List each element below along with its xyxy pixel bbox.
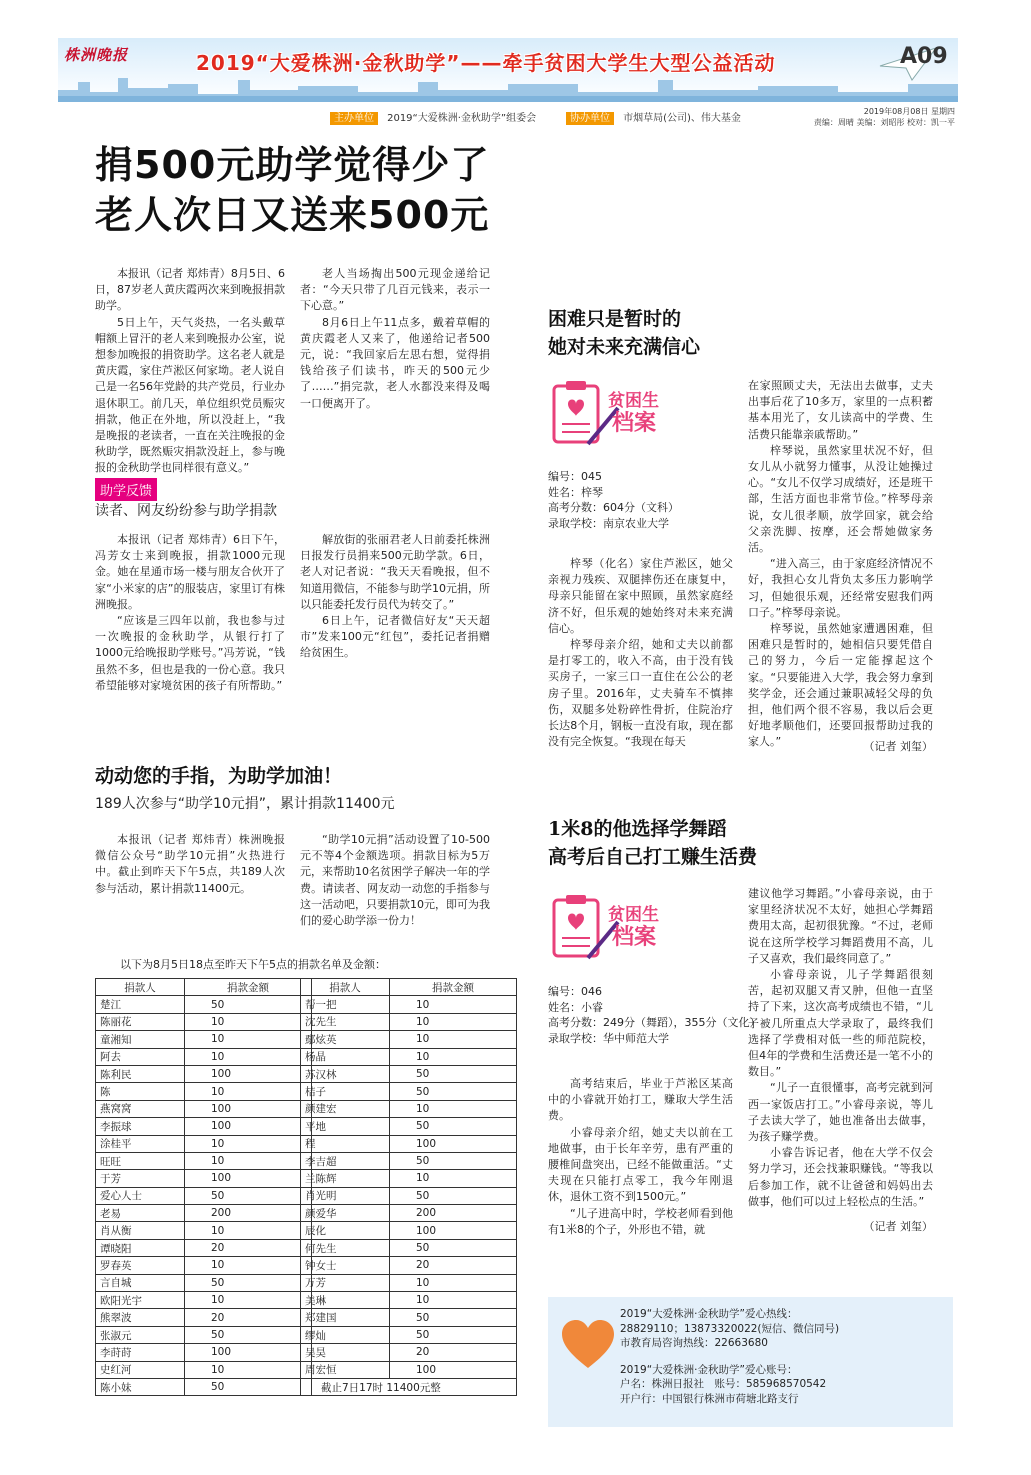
account-title: 2019“大爱株洲·金秋助学”爱心账号： xyxy=(620,1363,798,1376)
newspaper-logo: 株洲晚报 xyxy=(64,46,129,64)
donation-amount-cell: 50 xyxy=(390,1083,517,1100)
table-row xyxy=(96,1344,312,1361)
donation-amount-cell: 10 xyxy=(390,1100,517,1117)
feedback-col1 xyxy=(95,532,285,692)
donation-amount-cell: 100 xyxy=(185,1170,312,1187)
donor-name-cell: 何先生 xyxy=(301,1239,390,1256)
donation-amount-cell: 50 xyxy=(390,1152,517,1169)
donor-name-cell: 阿去 xyxy=(96,1048,185,1065)
donation-amount-cell: 50 xyxy=(390,1187,517,1204)
story2-title-line-2: 高考后自己打工赚生活费 xyxy=(548,846,758,868)
donation-amount-cell: 50 xyxy=(185,1274,312,1291)
story1-profile xyxy=(548,469,679,531)
account-bank: 开户行：中国银行株洲市荷塘北路支行 xyxy=(620,1392,799,1405)
heart-icon xyxy=(560,1318,616,1370)
donation-amount-cell: 10 xyxy=(390,1013,517,1030)
donor-name-cell: 兰陈辉 xyxy=(301,1170,390,1187)
table-row xyxy=(301,1257,517,1274)
donor-name-cell: 旺旺 xyxy=(96,1152,185,1169)
table-row xyxy=(301,1222,517,1239)
donor-name-cell: 燕窝窝 xyxy=(96,1100,185,1117)
table-row xyxy=(301,1065,517,1082)
story1-paragraph: 梓琴说，虽然她家遭遇困难，但困难只是暂时的，她相信只要凭借自己的努力，今后一定能撑起这个家。“只要能进入大学，我会努力拿到奖学金，还会通过兼职减轻父母的负担，他们两个很不容易，我以后会更好地孝顺他们，还要回报帮助过我的家人。” xyxy=(748,622,933,749)
host-label: 主办单位 xyxy=(330,112,378,125)
donation-amount-cell: 100 xyxy=(390,1135,517,1152)
donation-amount-cell: 20 xyxy=(185,1239,312,1256)
donation-amount-cell: 10 xyxy=(390,996,517,1013)
donor-name-cell: 辰化 xyxy=(301,1222,390,1239)
donor-name-cell: 沈先生 xyxy=(301,1013,390,1030)
story2-paragraph: 建议他学习舞蹈。”小睿母亲说，由于家里经济状况不太好，她担心学舞蹈费用太高，起初很犹豫。“不过，老师说在这所学校学习舞蹈费用不高，儿子又喜欢，我们最终同意了。” xyxy=(748,887,933,965)
table-row xyxy=(301,1100,517,1117)
donor-name-cell: 鄢炫英 xyxy=(301,1031,390,1048)
donation-amount-cell: 50 xyxy=(185,1187,312,1204)
table-row xyxy=(96,1152,312,1169)
article1-paragraph: 老人当场掏出500元现金递给记者：“今天只带了几百元钱来，表示一下心意。” xyxy=(300,267,490,313)
donation-amount-cell: 50 xyxy=(185,1378,312,1395)
story1-col1 xyxy=(548,556,733,749)
story2-col1 xyxy=(548,1076,733,1256)
donation-amount-cell: 100 xyxy=(390,1361,517,1378)
story1-title-line-1: 困难只是暂时的 xyxy=(548,308,682,330)
story1-title xyxy=(548,305,700,361)
feedback-paragraph: “应该是三四年以前，我也参与过一次晚报的金秋助学，从银行打了1000元给晚报助学账号。”冯芳说，“钱虽然不多，但也是我的一份心意。我只希望能够对家境贫困的孩子有所帮助。” xyxy=(95,614,285,692)
story2-paragraph: “儿子进高中时，学校老师看到他有1米8的个子，外形也不错，就 xyxy=(548,1206,733,1236)
banner-title: 2019“大爱株洲·金秋助学”——牵手贫困大学生大型公益活动 xyxy=(196,51,776,75)
table-row xyxy=(96,1205,312,1222)
donor-name-cell: 平地 xyxy=(301,1118,390,1135)
table-row xyxy=(96,1100,312,1117)
story1-signature: （记者 刘玺） xyxy=(863,740,933,753)
feedback-subtitle: 读者、网友纷纷参与助学捐款 xyxy=(95,503,277,519)
story1-paragraph: 梓琴说，虽然家里状况不好，但女儿从小就努力懂事，从没让她操过心。“女儿不仅学习成绩好，还是班干部，生活方面也非常节俭。”梓琴母亲说，女儿很孝顺，放学回家，就会给父亲洗脚、按摩，还会帮她做家务活。 xyxy=(748,443,933,555)
donor-name-cell: 涂桂平 xyxy=(96,1135,185,1152)
story1-paragraph: 梓琴（化名）家住芦淞区，她父亲视力残疾、双腿摔伤还在康复中，母亲只能留在家中照顾，虽然家庭经济不好，但乐观的她始终对未来充满信心。 xyxy=(548,557,733,635)
table-row xyxy=(301,1048,517,1065)
feedback-paragraph: 解放街的张丽君老人日前委托株洲日报发行员捐来500元助学款。6日，老人对记者说：“我天天看晚报，但不知道用微信，不能参与助学10元捐，所以只能委托发行员代为转交了。” xyxy=(300,533,490,611)
story1-paragraph: 梓琴母亲介绍，她和丈夫以前都是打零工的，收入不高，由于没有钱买房子，一家三口一直住在公公的老房子里。2016年，丈夫骑车不慎摔伤，双腿多处粉碎性骨折，住院治疗长达8个月，钢板一直没有取，现在都没有完全恢复。“我现在每天 xyxy=(548,638,733,749)
host-line xyxy=(330,106,536,125)
hotline-text xyxy=(620,1307,839,1406)
donor-name-cell: 肖光明 xyxy=(301,1187,390,1204)
donation-amount-cell: 10 xyxy=(185,1152,312,1169)
story2-paragraph: 高考结束后，毕业于芦淞区某高中的小睿就开始打工，赚取大学生活费。 xyxy=(548,1077,733,1123)
profile-number: 编号：045 xyxy=(548,470,602,483)
donation-amount-cell: 10 xyxy=(185,1135,312,1152)
editor-credits: 责编：周晴 美编：刘昭彤 校对：凯一平 xyxy=(813,118,955,127)
donor-name-cell: 李振球 xyxy=(96,1118,185,1135)
table-row xyxy=(96,1378,312,1395)
table-header-row xyxy=(96,979,312,996)
donor-name-cell: 钟女士 xyxy=(301,1257,390,1274)
main-headline xyxy=(95,140,489,240)
donation-amount-cell: 10 xyxy=(390,1292,517,1309)
donation-amount-cell: 10 xyxy=(185,1222,312,1239)
table-row xyxy=(301,1135,517,1152)
profile-score: 高考分数：604分（文科） xyxy=(548,501,679,514)
table-row xyxy=(96,1135,312,1152)
account-name-number: 户名：株洲日报社 账号：585968570542 xyxy=(620,1378,827,1390)
table-row xyxy=(96,1361,312,1378)
profile-number: 编号：046 xyxy=(548,985,602,998)
donor-name-cell: 童湘知 xyxy=(96,1031,185,1048)
donor-name-cell: 陈丽花 xyxy=(96,1013,185,1030)
table-row xyxy=(301,1170,517,1187)
donor-name-cell: 李莳莳 xyxy=(96,1344,185,1361)
donor-list-caption: 以下为8月5日18点至昨天下午5点的捐款名单及金额： xyxy=(120,958,386,971)
table-row xyxy=(96,996,312,1013)
donation-amount-cell: 10 xyxy=(185,1361,312,1378)
donor-name-cell: 欧阳光宇 xyxy=(96,1292,185,1309)
donation-amount-cell: 10 xyxy=(390,1274,517,1291)
donation-amount-cell: 100 xyxy=(185,1344,312,1361)
table-row xyxy=(301,1309,517,1326)
donor-name-cell: 老易 xyxy=(96,1205,185,1222)
donation-amount-cell: 100 xyxy=(185,1065,312,1082)
story2-profile xyxy=(548,984,761,1046)
profile-school: 录取学校：南京农业大学 xyxy=(548,516,669,530)
profile-school: 录取学校：华中师范大学 xyxy=(548,1031,669,1045)
table-row xyxy=(96,1031,312,1048)
table-row xyxy=(301,1031,517,1048)
table-row xyxy=(96,1326,312,1343)
donate-paragraph: 本报讯（记者 郑炜青）株洲晚报微信公众号“助学10元捐”火热进行中。截止到昨天下午5点，共189人次参与活动，累计捐款11400元。 xyxy=(95,833,285,895)
table-row xyxy=(96,1083,312,1100)
donation-amount-cell: 10 xyxy=(185,1083,312,1100)
story2-title xyxy=(548,815,757,871)
donor-name-cell: 肖从衡 xyxy=(96,1222,185,1239)
donation-amount-cell: 50 xyxy=(390,1065,517,1082)
table-row xyxy=(301,1152,517,1169)
donate-title: 动动您的手指，为助学加油！ xyxy=(95,765,343,787)
table-row xyxy=(96,1239,312,1256)
table-row xyxy=(96,1222,312,1239)
table-row xyxy=(96,1257,312,1274)
table-row xyxy=(301,1083,517,1100)
skyline-graphic xyxy=(58,72,958,102)
table-header-cell: 捐款人 xyxy=(96,979,185,996)
donor-name-cell: 吴昊 xyxy=(301,1344,390,1361)
article1-paragraph: 本报讯（记者 郑炜青）8月5日、6日，87岁老人黄庆霞两次来到晚报捐款助学。 xyxy=(95,267,285,313)
donation-amount-cell: 100 xyxy=(185,1118,312,1135)
education-hotline: 市教育局咨询热线：22663680 xyxy=(620,1337,768,1349)
donation-amount-cell: 100 xyxy=(185,1100,312,1117)
donate-col1 xyxy=(95,832,285,932)
host-value: 2019“大爱株洲·金秋助学”组委会 xyxy=(387,113,537,124)
donor-name-cell: 美琳 xyxy=(301,1292,390,1309)
donation-amount-cell: 50 xyxy=(390,1309,517,1326)
table-row xyxy=(301,996,517,1013)
donor-name-cell: 言自城 xyxy=(96,1274,185,1291)
table-row xyxy=(301,1239,517,1256)
table-row xyxy=(96,1292,312,1309)
feedback-col2 xyxy=(300,532,490,692)
headline-line-1: 捐500元助学觉得少了 xyxy=(95,143,490,187)
donor-name-cell: 陈小妹 xyxy=(96,1378,185,1395)
donation-amount-cell: 50 xyxy=(185,1326,312,1343)
donation-amount-cell: 10 xyxy=(390,1170,517,1187)
table-header-row xyxy=(301,979,517,996)
co-label: 协办单位 xyxy=(566,112,614,125)
donation-amount-cell: 200 xyxy=(185,1205,312,1222)
donor-name-cell: 帮一把 xyxy=(301,996,390,1013)
donation-amount-cell: 50 xyxy=(390,1118,517,1135)
donation-amount-cell: 100 xyxy=(390,1222,517,1239)
story2-paragraph: 小睿母亲说，儿子学舞蹈很刻苦，起初双腿又青又肿，但他一直坚持了下来，这次高考成绩也不错，“儿子被几所重点大学录取了，最终我们选择了学费相对低一些的师范院校，但4年的学费和生活费还是一笔不小的数目。” xyxy=(748,968,933,1079)
donate-subtitle: 189人次参与“助学10元捐”，累计捐款11400元 xyxy=(95,796,395,812)
table-row xyxy=(96,1309,312,1326)
table-row xyxy=(301,1013,517,1030)
donor-name-cell: 万芳 xyxy=(301,1274,390,1291)
story2-col2 xyxy=(748,886,933,1216)
profile-score: 高考分数：249分（舞蹈），355分（文化） xyxy=(548,1016,761,1029)
donor-name-cell: 颜爱华 xyxy=(301,1205,390,1222)
donation-amount-cell: 10 xyxy=(185,1292,312,1309)
badge-label-bottom: 档案 xyxy=(612,411,657,436)
story2-paragraph: 小睿母亲介绍，她丈夫以前在工地做事，由于长年辛劳，患有严重的腰椎间盘突出，已经不能做重活。“丈夫现在只能打点零工，我今年刚退休，退休工资不到1500元。” xyxy=(548,1125,733,1204)
donation-amount-cell: 200 xyxy=(390,1205,517,1222)
table-header-cell: 捐款金额 xyxy=(390,979,517,996)
badge-label-top: 贫困生 xyxy=(608,905,659,925)
table-header-cell: 捐款人 xyxy=(301,979,390,996)
donation-amount-cell: 10 xyxy=(185,1257,312,1274)
donation-amount-cell: 10 xyxy=(185,1031,312,1048)
donor-name-cell: 陈利民 xyxy=(96,1065,185,1082)
badge-label-top: 贫困生 xyxy=(608,391,659,411)
table-total-cell: 截止7日17时 11400元整 xyxy=(301,1378,517,1395)
donation-amount-cell: 20 xyxy=(390,1257,517,1274)
story2-title-line-1: 1米8的他选择学舞蹈 xyxy=(548,818,727,840)
donor-name-cell: 张淑元 xyxy=(96,1326,185,1343)
donation-amount-cell: 10 xyxy=(390,1031,517,1048)
donation-amount-cell: 50 xyxy=(185,996,312,1013)
article1-col1 xyxy=(95,266,285,475)
story2-paragraph: “儿子一直很懂事，高考完就到河西一家饭店打工。”小睿母亲说，等儿子去读大学了，她也准备出去做事，为孩子赚学费。 xyxy=(748,1081,933,1144)
profile-name: 姓名：梓琴 xyxy=(548,485,603,499)
donation-amount-cell: 10 xyxy=(185,1013,312,1030)
donation-amount-cell: 20 xyxy=(185,1309,312,1326)
donor-name-cell: 颜建宏 xyxy=(301,1100,390,1117)
feedback-badge: 助学反馈 xyxy=(95,478,157,501)
table-row xyxy=(301,1344,517,1361)
donor-name-cell: 程 xyxy=(301,1135,390,1152)
donor-name-cell: 李吉超 xyxy=(301,1152,390,1169)
donor-name-cell: 于芳 xyxy=(96,1170,185,1187)
table-row xyxy=(301,1292,517,1309)
donor-name-cell: 周宏恒 xyxy=(301,1361,390,1378)
badge-label-bottom: 档案 xyxy=(612,925,657,950)
story2-signature: （记者 刘玺） xyxy=(863,1220,933,1233)
table-row xyxy=(301,1326,517,1343)
donation-amount-cell: 20 xyxy=(390,1344,517,1361)
story1-title-line-2: 她对未来充满信心 xyxy=(548,336,701,358)
donation-amount-cell: 50 xyxy=(390,1239,517,1256)
story2-paragraph: 小睿告诉记者，他在大学不仅会努力学习，还会找兼职赚钱。“等我以后参加工作，就不让爸爸和妈妈出去做事，他们可以过上轻松点的生活。” xyxy=(748,1146,933,1208)
feedback-paragraph: 6日上午，记者微信好友“天天超市”发来100元“红包”，委托记者捐赠给贫困生。 xyxy=(300,614,490,660)
hotline-numbers: 28829110；13873320022(短信、微信同号) xyxy=(620,1322,840,1335)
donor-name-cell: 桔子 xyxy=(301,1083,390,1100)
hotline-title: 2019“大爱株洲·金秋助学”爱心热线： xyxy=(620,1308,798,1320)
article1-paragraph: 8月6日上午11点多，戴着草帽的黄庆霞老人又来了，他递给记者500元，说：“我回家后左思右想，觉得捐钱给孩子们读书，昨天的500元少了……”捐完款，老人水都没来得及喝一口便离开了。 xyxy=(300,315,490,410)
donor-table-right xyxy=(300,978,517,1396)
table-row xyxy=(96,1013,312,1030)
donation-amount-cell: 50 xyxy=(390,1326,517,1343)
donor-name-cell: 楚江 xyxy=(96,996,185,1013)
donor-table-left xyxy=(95,978,312,1396)
story1-paragraph: “进入高三，由于家庭经济情况不好，我担心女儿背负太多压力影响学习，但她很乐观，还经常安慰我们两口子。”梓琴母亲说。 xyxy=(748,557,933,619)
donate-paragraph: “助学10元捐”活动设置了10-500元不等4个金额选项。捐款目标为5万元，来帮助10名贫困学子解决一年的学费。请读者、网友动一动您的手指参与这一活动吧，只要捐款10元，即可为我们的爱心助学添一份力！ xyxy=(300,833,490,928)
profile-name: 姓名：小睿 xyxy=(548,1000,603,1014)
co-line xyxy=(566,106,741,125)
table-row xyxy=(96,1118,312,1135)
article1-col2 xyxy=(300,266,490,466)
donor-name-cell: 郑建国 xyxy=(301,1309,390,1326)
table-row xyxy=(301,1118,517,1135)
table-header-cell: 捐款金额 xyxy=(185,979,312,996)
table-row xyxy=(96,1170,312,1187)
table-row xyxy=(301,1361,517,1378)
donor-name-cell: 谭晓阳 xyxy=(96,1239,185,1256)
table-total-row xyxy=(301,1378,517,1395)
donor-name-cell: 罗春英 xyxy=(96,1257,185,1274)
table-row xyxy=(301,1187,517,1204)
donor-name-cell: 爱心人士 xyxy=(96,1187,185,1204)
table-row xyxy=(301,1205,517,1222)
donation-amount-cell: 10 xyxy=(185,1048,312,1065)
issue-date: 2019年08月08日 星期四 xyxy=(863,107,955,116)
donation-amount-cell: 10 xyxy=(390,1048,517,1065)
page-number: A09 xyxy=(900,44,948,69)
table-row xyxy=(301,1274,517,1291)
donor-name-cell: 熊翠波 xyxy=(96,1309,185,1326)
donor-name-cell: 陈 xyxy=(96,1083,185,1100)
article1-paragraph: 5日上午，天气炎热，一名头戴草帽额上冒汗的老人来到晚报办公室，说想参加晚报的捐资助学。这名老人就是黄庆霞，家住芦淞区何家坳。老人说自己是一名56年党龄的共产党员，行业办退休职工。前几天，单位组织党员赈灾捐款，他正在外地，所以没赶上，“我是晚报的老读者，一直在关注晚报的金秋助学，既然赈灾捐款没赶上，参与晚报的金秋助学也同样很有意义。” xyxy=(95,315,285,475)
donor-name-cell: 杨晶 xyxy=(301,1048,390,1065)
donate-col2 xyxy=(300,832,490,932)
feedback-paragraph: 本报讯（记者 郑炜青）6日下午，冯芳女士来到晚报，捐款1000元现金。她在星通市场一楼与朋友合伙开了家“小米家的店”的服装店，家里订有株洲晚报。 xyxy=(95,533,285,611)
table-row xyxy=(96,1065,312,1082)
co-value: 市烟草局(公司)、伟大基金 xyxy=(623,113,741,124)
table-row xyxy=(96,1048,312,1065)
donor-name-cell: 史红河 xyxy=(96,1361,185,1378)
date-editors xyxy=(780,106,955,128)
story1-paragraph: 在家照顾丈夫，无法出去做事，丈夫出事后花了10多万，家里的一点积蓄基本用光了，女儿读高中的学费、生活费只能靠亲戚帮助。” xyxy=(748,379,933,441)
headline-line-2: 老人次日又送来500元 xyxy=(95,193,490,237)
donor-name-cell: 缪灿 xyxy=(301,1326,390,1343)
table-row xyxy=(96,1187,312,1204)
donor-name-cell: 苏汉林 xyxy=(301,1065,390,1082)
table-row xyxy=(96,1274,312,1291)
